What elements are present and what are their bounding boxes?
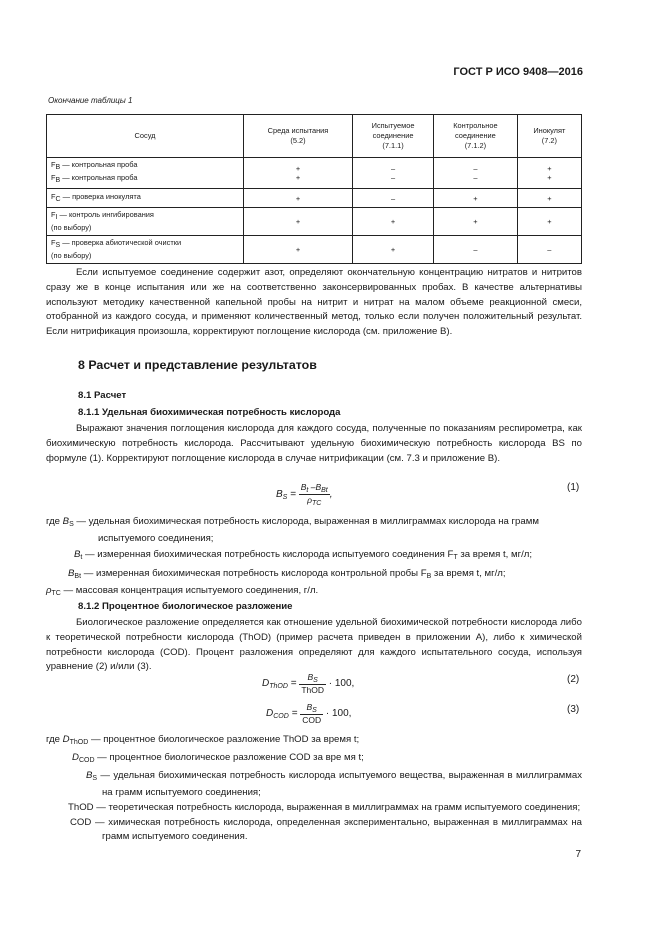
document-header: ГОСТ Р ИСО 9408—2016 (453, 66, 583, 78)
where-item: $D_{COD}$ — процентное биологическое разложение COD за вре мя t; (72, 752, 364, 764)
equation-3: $D_{COD}$ = $\frac{B_S}{\text{COD}}$ · 100, (266, 702, 352, 725)
table-row (47, 236, 582, 264)
equation-1-number: (1) (567, 482, 580, 493)
section-8-1-heading: 8.1 Расчет (78, 390, 127, 401)
cell: + (353, 236, 434, 264)
table-row (47, 208, 582, 236)
where-item: где $B_S$ — удельная биохимическая потребность кислорода, выраженная в миллиграммах кислорода на грамм испытуемого соединения; (46, 516, 539, 544)
cell: – – (353, 158, 434, 189)
col-vessel: Сосуд (47, 115, 244, 158)
cell: – – (434, 158, 518, 189)
col-reference-substance: Контрольное соединение (7.1.2) (434, 115, 518, 158)
cell: – (517, 236, 581, 264)
table-row (47, 158, 582, 189)
where-item: COD — химическая потребность кислорода, определенная экспериментально, выраженная в миллиграммах на грамм испытуемого соединения. (70, 817, 582, 842)
row-label: FC — проверка инокулята (47, 189, 244, 208)
cell: + (244, 189, 353, 208)
paragraph-nitrification: Если испытуемое соединение содержит азот, определяют окончательную концентрацию нитратов и нитритов сразу же в конце испытания или же на соответственно законсервированных пробах. В качестве альтернативы используют методику качественной капельной пробы на нитрит и нитрат на малом объеме реакционной смеси, отобранной из каждого сосуда, и применяют количественный метод, только если получен положительный результат. Если нитрификация произошла, корректируют поглощение кислорода (см. приложение В). (46, 267, 582, 338)
section-8-1-1-heading: 8.1.1 Удельная биохимическая потребность кислорода (78, 407, 341, 418)
equation-2-number: (2) (567, 674, 580, 685)
cell: + (517, 189, 581, 208)
paragraph-bod: Выражают значения поглощения кислорода для каждого сосуда, полученные по показаниям респирометра, как биохимическую потребность кислорода. Рассчитывают удельную биохимическую потребность кислорода BS по формуле (1). Корректируют поглощение кислорода в случае нитрификации (см. 7.3 и приложение В). (46, 423, 582, 464)
section-8-heading: 8 Расчет и представление результатов (78, 358, 317, 372)
col-test-substance: Испытуемое соединение (7.1.1) (353, 115, 434, 158)
row-label: FS — проверка абиотической очистки (по выбору) (47, 236, 244, 264)
where-item: ThOD — теоретическая потребность кислорода, выраженная в миллиграммах на грамм испытуемого соединения; (68, 802, 581, 813)
section-8-1-2-heading: 8.1.2 Процентное биологическое разложение (78, 601, 293, 612)
eq2-fraction: $\frac{B_S}{\text{ThOD}}$ (301, 672, 324, 695)
equation-2: $D_{ThOD}$ = $\frac{B_S}{\text{ThOD}}$ · 100, (262, 672, 355, 695)
cell: – (353, 189, 434, 208)
cell: + (434, 189, 518, 208)
where-item: где $D_{ThOD}$ — процентное биологическое разложение ThOD за время t; (46, 734, 360, 746)
cell: + (244, 236, 353, 264)
cell: + + (244, 158, 353, 189)
col-medium: Среда испытания (5.2) (244, 115, 353, 158)
col-inoculum: Инокулят (7.2) (517, 115, 581, 158)
where-item: $B_S$ — удельная биохимическая потребность кислорода испытуемого вещества, выраженная в миллиграммах на грамм испытуемого соединения; (86, 770, 582, 798)
paragraph-biodegradation: Биологическое разложение определяется как отношение удельной биохимической потребности кислорода либо к теоретической потребности кислорода (ThOD) (пример расчета приведен в приложении А), либо к химической потребности кислорода (COD). Процент разложения определяют для каждого испытательного сосуда, используя уравнение (2) и/или (3). (46, 617, 582, 673)
where-item: $B_t$ — измеренная биохимическая потребность кислорода испытуемого соединения $F_T$ за время t, мг/л; (74, 549, 532, 561)
where-item: $B_{Bt}$ — измеренная биохимическая потребность кислорода контрольной пробы $F_B$ за время t, мг/л; (68, 568, 506, 580)
cell: + (353, 208, 434, 236)
eq1-fraction: $\frac{B_t -B_{Bt}}{\rho_{TC}}$ (300, 482, 328, 507)
table-caption: Окончание таблицы 1 (48, 96, 133, 105)
cell: + (434, 208, 518, 236)
cell: + (244, 208, 353, 236)
eq3-fraction: $\frac{B_S}{\text{COD}}$ (302, 702, 322, 725)
table-1 (46, 114, 582, 264)
where-block-1 (46, 515, 582, 601)
where-block-2 (46, 733, 582, 844)
cell: – (434, 236, 518, 264)
row-label: FI — контроль ингибирования (по выбору) (47, 208, 244, 236)
cell: + (517, 208, 581, 236)
equation-1: $B_S$ = $\frac{B_t -B_{Bt}}{\rho_{TC}}$ , (276, 482, 333, 507)
where-item: $\rho_{TC}$ — массовая концентрация испытуемого соединения, г/л. (46, 585, 319, 597)
table-row (47, 189, 582, 208)
cell: + + (517, 158, 581, 189)
table-header-row (47, 115, 582, 158)
equation-3-number: (3) (567, 704, 580, 715)
row-label: FB — контрольная проба FB — контрольная проба (47, 158, 244, 189)
page-number: 7 (575, 849, 581, 860)
